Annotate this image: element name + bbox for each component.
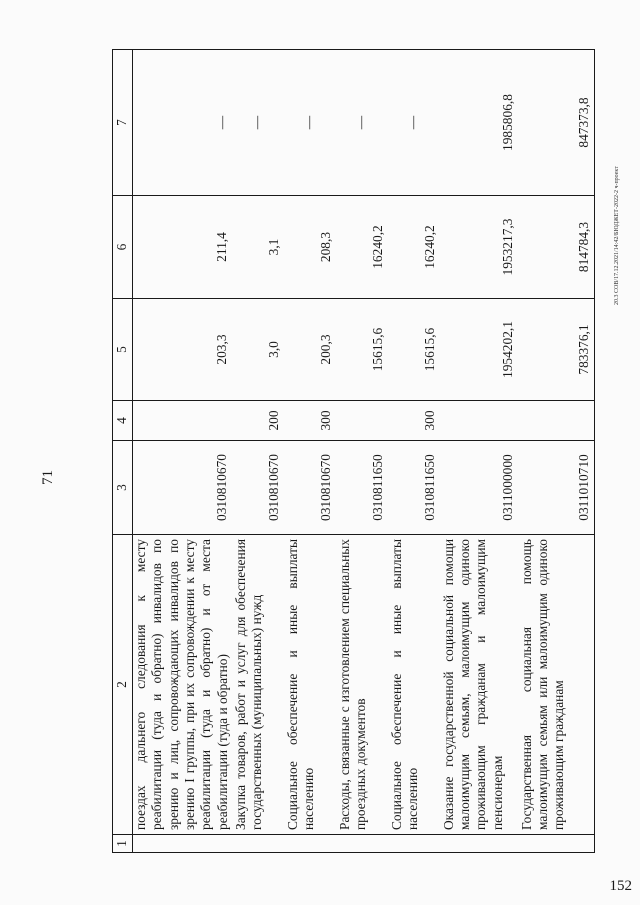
row-name: Государственная социальная помощь малоимущим семьям или малоимущим одиноко проживающим гражданам — [519, 535, 595, 835]
table-row — [389, 50, 441, 853]
row-value-5: 200,3 — [285, 299, 337, 401]
table-row — [133, 50, 233, 853]
row-vr — [441, 401, 519, 441]
row-value-5: 3,0 — [233, 299, 285, 401]
row-value-7: — — [389, 50, 441, 196]
row-marker-cell — [519, 835, 595, 853]
table-row — [233, 50, 285, 853]
row-code: 0310811650 — [389, 441, 441, 535]
row-code: 0310811650 — [337, 441, 389, 535]
row-value-7: — — [133, 50, 233, 196]
header-col-1: 1 — [113, 835, 133, 853]
header-col-3: 3 — [113, 441, 133, 535]
row-value-5: 15615,6 — [337, 299, 389, 401]
row-value-5: 15615,6 — [389, 299, 441, 401]
row-value-7: 847373,8 — [519, 50, 595, 196]
row-vr — [519, 401, 595, 441]
document-footer-code: 20.3 СОВ/17.12.2021/14:42/БЮДЖЕТ-2022-2 ч-проект — [614, 166, 620, 305]
row-marker-cell — [389, 835, 441, 853]
row-vr: 300 — [285, 401, 337, 441]
header-col-5: 5 — [113, 299, 133, 401]
row-name: Социальное обеспечение и иные выплаты населению — [285, 535, 337, 835]
row-name: Расходы, связанные с изготовлением специальных проездных документов — [337, 535, 389, 835]
row-value-7: — — [233, 50, 285, 196]
table-row — [519, 50, 595, 853]
header-col-7: 7 — [113, 50, 133, 196]
row-value-5: 783376,1 — [519, 299, 595, 401]
table-row — [285, 50, 337, 853]
row-value-6: 211,4 — [133, 196, 233, 299]
row-name: Социальное обеспечение и иные выплаты населению — [389, 535, 441, 835]
row-vr — [133, 401, 233, 441]
header-col-6: 6 — [113, 196, 133, 299]
row-code: 0310810670 — [285, 441, 337, 535]
row-code: 0310810670 — [233, 441, 285, 535]
row-code: 0311010710 — [519, 441, 595, 535]
row-value-7: — — [285, 50, 337, 196]
page-number-top: 71 — [40, 470, 56, 485]
row-vr — [337, 401, 389, 441]
row-name: Оказание государственной социальной помощи малоимущим семьям, малоимущим одиноко проживающим гражданам и малоимущим пенсионерам — [441, 535, 519, 835]
row-marker-cell — [441, 835, 519, 853]
row-marker-cell — [337, 835, 389, 853]
header-row — [113, 50, 133, 853]
row-value-6: 208,3 — [285, 196, 337, 299]
row-value-7: 1985806,8 — [441, 50, 519, 196]
row-marker-cell — [133, 835, 233, 853]
row-value-7: — — [337, 50, 389, 196]
header-col-2: 2 — [113, 535, 133, 835]
budget-table — [112, 49, 595, 853]
row-value-5: 203,3 — [133, 299, 233, 401]
row-value-5: 1954202,1 — [441, 299, 519, 401]
row-value-6: 1953217,3 — [441, 196, 519, 299]
row-vr: 200 — [233, 401, 285, 441]
row-marker-cell — [233, 835, 285, 853]
row-value-6: 16240,2 — [389, 196, 441, 299]
page-number-bottom: 152 — [609, 878, 632, 894]
row-value-6: 16240,2 — [337, 196, 389, 299]
row-vr: 300 — [389, 401, 441, 441]
table-row — [441, 50, 519, 853]
row-code: 0311000000 — [441, 441, 519, 535]
row-value-6: 3,1 — [233, 196, 285, 299]
table-row — [337, 50, 389, 853]
row-name: поездах дальнего следования к месту реабилитации (туда и обратно) инвалидов по зрению и лиц, сопровождающих инвалидов по зрению I группы, при их сопровождении к месту реабилитации (туда и обратно) и от места реабилитации (туда и обратно) — [133, 535, 233, 835]
row-marker-cell — [285, 835, 337, 853]
row-value-6: 814784,3 — [519, 196, 595, 299]
row-code: 0310810670 — [133, 441, 233, 535]
row-name: Закупка товаров, работ и услуг для обеспечения государственных (муниципальных) нужд — [233, 535, 285, 835]
header-col-4: 4 — [113, 401, 133, 441]
